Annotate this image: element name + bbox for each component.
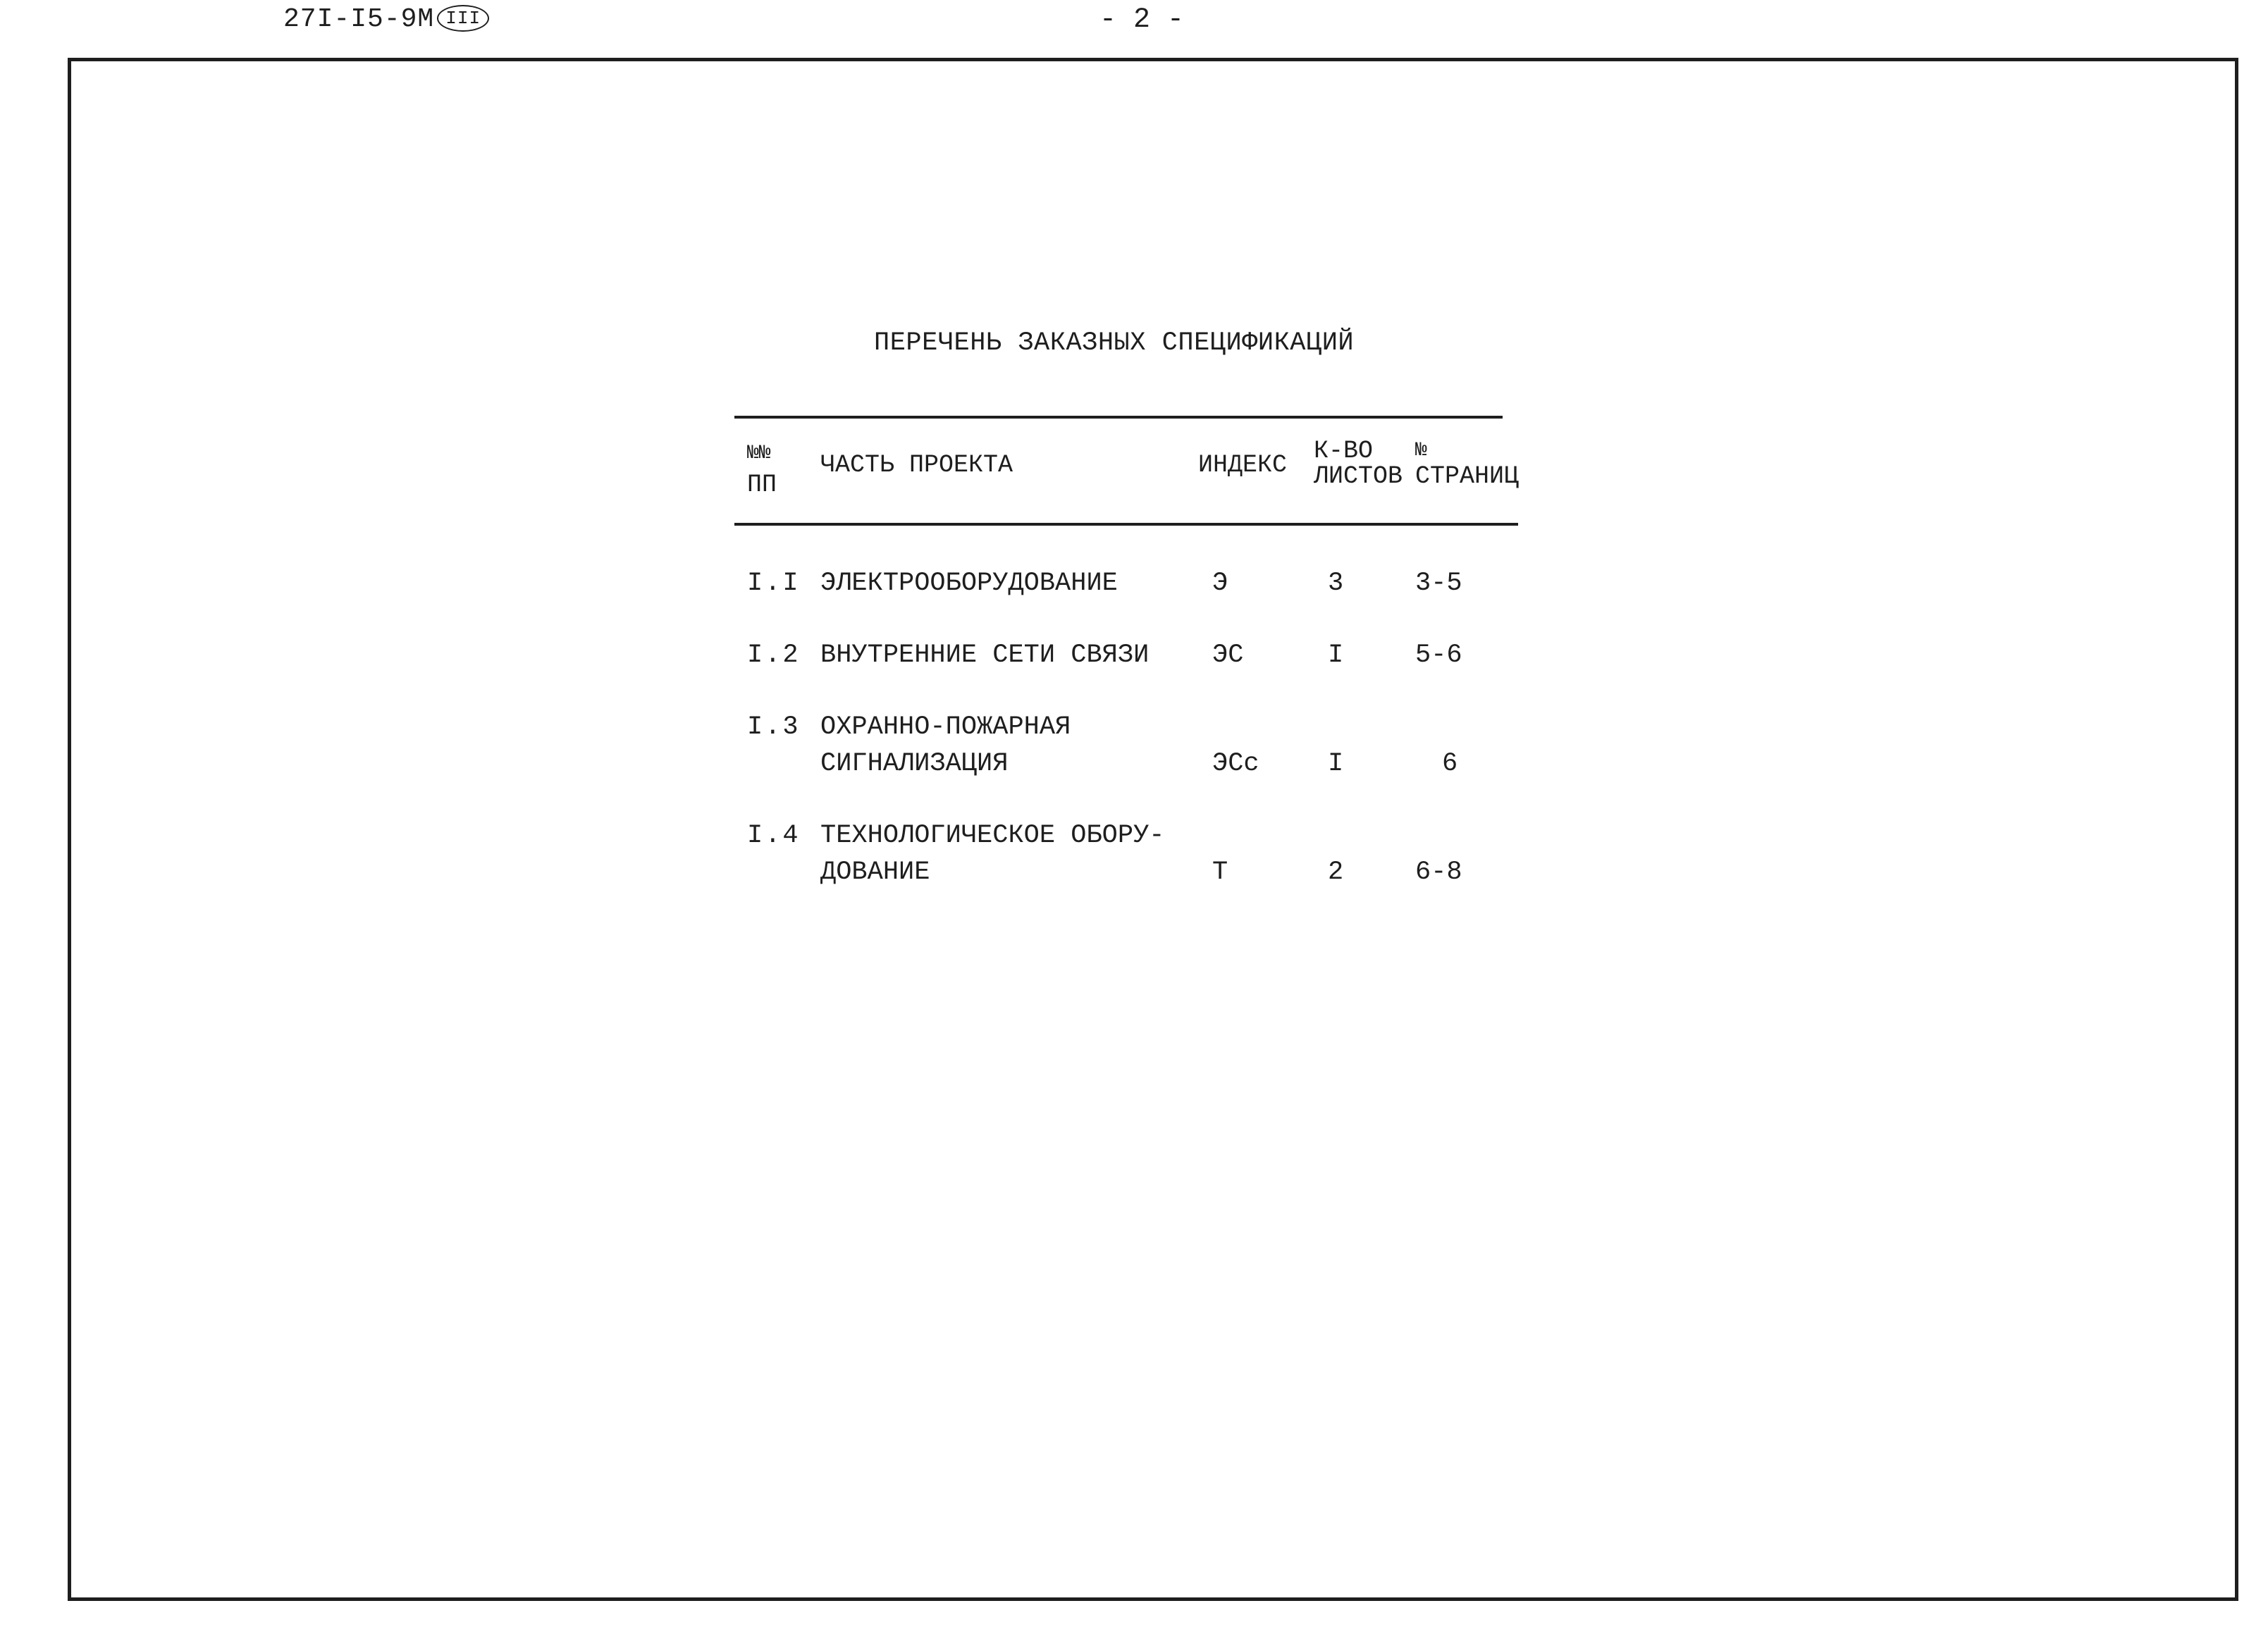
table-row-number: I.3 [747, 712, 801, 742]
column-header-pages-line1: № [1415, 440, 1427, 462]
table-row-part [820, 817, 1164, 891]
column-header-sheets [1314, 438, 1403, 489]
table-row-part-line2: СИГНАЛИЗАЦИЯ [820, 749, 1009, 779]
document-title: ПЕРЕЧЕНЬ ЗАКАЗНЫХ СПЕЦИФИКАЦИЙ [874, 328, 1355, 358]
table-row-pages: 6 [1442, 749, 1458, 779]
column-header-part: ЧАСТЬ ПРОЕКТА [820, 451, 1013, 479]
column-header-number [747, 441, 777, 497]
column-header-pages [1415, 438, 1519, 489]
table-header-rule [734, 523, 1518, 526]
table-row-number: I.I [747, 569, 801, 598]
table-row-pages: 6-8 [1415, 858, 1462, 887]
sheet-mark: III [437, 5, 489, 32]
column-header-number-line2: ПП [747, 471, 777, 499]
table-row-part-line1: ТЕХНОЛОГИЧЕСКОЕ ОБОРУ- [820, 821, 1165, 851]
document-code-text: 27I-I5-9M [283, 4, 435, 35]
table-row-sheets: I [1328, 749, 1344, 779]
table-row-part [820, 709, 1071, 782]
table-row-index: ЭСс [1212, 749, 1259, 779]
table-row-part: ВНУТРЕННИЕ СЕТИ СВЯЗИ [820, 641, 1150, 670]
column-header-pages-line2: СТРАНИЦ [1415, 462, 1520, 490]
table-row-index: ЭС [1212, 641, 1244, 670]
document-code [283, 4, 489, 35]
page-number: - 2 - [1099, 4, 1185, 36]
table-row-sheets: 3 [1328, 569, 1344, 598]
column-header-sheets-line2: ЛИСТОВ [1314, 462, 1403, 490]
table-row-index: Т [1212, 858, 1228, 887]
column-header-index: ИНДЕКС [1198, 451, 1288, 479]
table-row-part-line1: ОХРАННО-ПОЖАРНАЯ [820, 712, 1071, 742]
table-row-part: ЭЛЕКТРООБОРУДОВАНИЕ [820, 569, 1118, 598]
table-row-index: Э [1212, 569, 1228, 598]
table-top-rule [734, 416, 1503, 419]
table-row-pages: 3-5 [1415, 569, 1462, 598]
table-row-sheets: 2 [1328, 858, 1344, 887]
column-header-sheets-line1: К-ВО [1314, 437, 1374, 465]
table-row-pages: 5-6 [1415, 641, 1462, 670]
table-row-part-line2: ДОВАНИЕ [820, 858, 930, 887]
table-row-number: I.4 [747, 821, 801, 851]
table-row-sheets: I [1328, 641, 1344, 670]
table-row-number: I.2 [747, 641, 801, 670]
column-header-number-line1: №№ [747, 443, 771, 464]
